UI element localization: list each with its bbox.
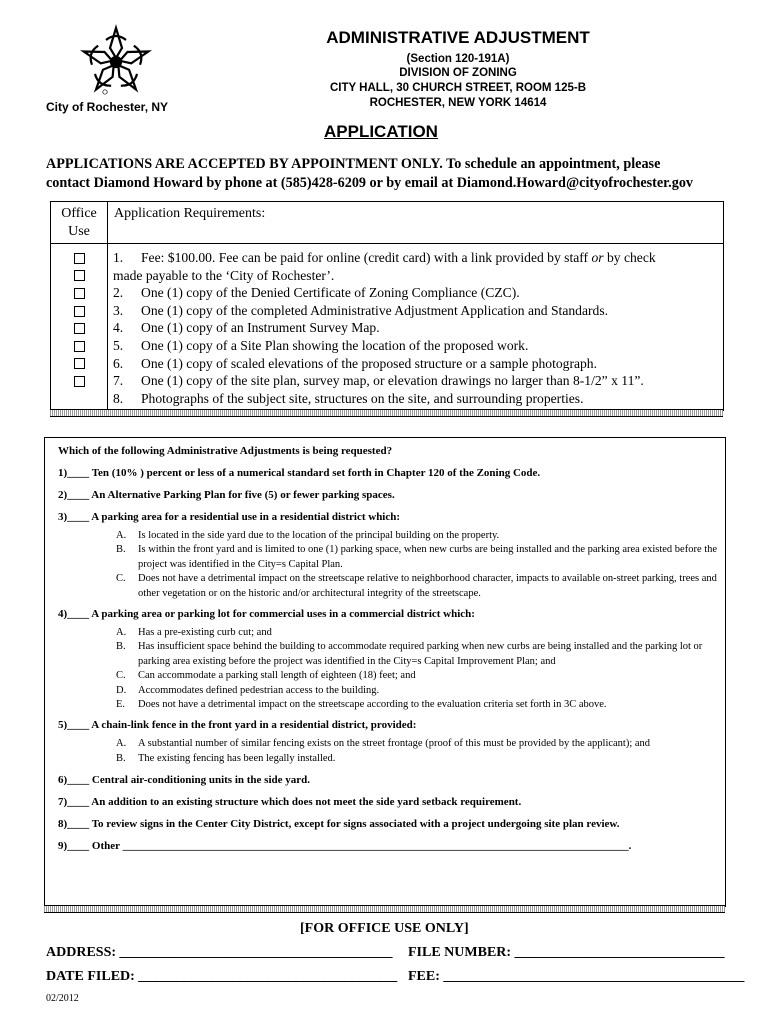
- sub-item: A. Is located in the side yard due to the location of the principal building on the property.: [116, 530, 500, 541]
- city-of-rochester-logo-icon: [72, 22, 162, 102]
- requirement-item: 3. One (1) copy of the completed Administrative Adjustment Application and Standards.: [113, 302, 609, 318]
- requirement-item: 4. One (1) copy of an Instrument Survey Map.: [113, 320, 380, 336]
- file-number-field[interactable]: FILE NUMBER: ______________________________: [408, 945, 725, 960]
- adjustment-option-3[interactable]: 3)____ A parking area for a residential use in a residential district which:: [58, 511, 401, 523]
- document-title: ADMINISTRATIVE ADJUSTMENT: [326, 28, 590, 47]
- sub-item: C. Does not have a detrimental impact on the streetscape relative to neighborhood character, impacts to available on-street parking, trees and other vegetation or on the historic and/or architectural integrity of the streetscape.: [116, 573, 717, 599]
- adjustment-option-1[interactable]: 1)____ Ten (10% ) percent or less of a numerical standard set forth in Chapter 120 of the Zoning Code.: [58, 467, 541, 479]
- table-column-divider: [107, 201, 108, 411]
- address-line-2: ROCHESTER, NEW YORK 14614: [369, 97, 547, 109]
- adjustment-option-4[interactable]: 4)____ A parking area or parking lot for commercial uses in a commercial district which:: [58, 608, 475, 621]
- adjustments-bottom-hatch-bar: [44, 905, 725, 913]
- address-line-1: CITY HALL, 30 CHURCH STREET, ROOM 125-B: [329, 82, 586, 94]
- date-filed-field[interactable]: DATE FILED: _____________________________________: [46, 969, 398, 984]
- sub-item: D. Accommodates defined pedestrian access to the building.: [116, 684, 380, 696]
- sub-item: C. Can accommodate a parking stall length of eighteen (18) feet; and: [116, 670, 416, 682]
- requirement-item: 5. One (1) copy of a Site Plan showing the location of the proposed work.: [113, 337, 529, 353]
- adjustment-option-5[interactable]: 5)____ A chain-link fence in the front yard in a residential district, provided:: [58, 719, 417, 732]
- office-use-checkbox-4[interactable]: [74, 306, 85, 317]
- adjustment-option-9-other[interactable]: 9)____ Other ____________________________________________________________________________________________.: [58, 840, 632, 853]
- office-use-checkbox-5[interactable]: [74, 323, 85, 334]
- sub-item: B. The existing fencing has been legally installed.: [116, 752, 336, 764]
- sub-item: A. A substantial number of similar fencing exists on the street frontage (proof of this must be provided by the applicant); and: [116, 738, 651, 750]
- city-name: City of Rochester, NY: [46, 100, 169, 114]
- section-reference: (Section 120-191A): [406, 53, 510, 65]
- requirements-list: [113, 249, 721, 407]
- requirement-item-continued: made payable to the ‘City of Rochester’.: [113, 267, 335, 283]
- office-use-checkbox-2[interactable]: [74, 270, 85, 281]
- application-title: APPLICATION: [324, 122, 438, 141]
- fee-field[interactable]: FEE: ___________________________________________: [408, 969, 745, 984]
- table-bottom-hatch-bar: [50, 409, 723, 417]
- office-use-checkbox-3[interactable]: [74, 288, 85, 299]
- sub-item: E. Does not have a detrimental impact on the streetscape according to the evaluation criteria set forth in 3C above.: [116, 699, 607, 711]
- office-use-heading: [FOR OFFICE USE ONLY]: [300, 921, 469, 936]
- requirements-heading: Application Requirements:: [114, 206, 266, 221]
- adjustment-option-7[interactable]: 7)____ An addition to an existing structure which does not meet the side yard setback requirement.: [58, 796, 522, 809]
- adjustment-option-6[interactable]: 6)____ Central air-conditioning units in the side yard.: [58, 774, 310, 787]
- adjustment-option-2[interactable]: 2)____ An Alternative Parking Plan for five (5) or fewer parking spaces.: [58, 489, 395, 501]
- adjustment-option-8[interactable]: 8)____ To review signs in the Center City District, except for signs associated with a project undergoing site plan review.: [58, 818, 620, 831]
- office-use-checkbox-1[interactable]: [74, 253, 85, 264]
- division-name: DIVISION OF ZONING: [399, 67, 517, 79]
- appointment-notice: [46, 155, 746, 193]
- office-use-checkbox-6[interactable]: [74, 341, 85, 352]
- requirement-item: 7. One (1) copy of the site plan, survey map, or elevation drawings no larger than 8-1/2” x 11”.: [113, 373, 644, 389]
- office-use-column-header: Office Use: [61, 206, 97, 239]
- address-field[interactable]: ADDRESS: _______________________________________: [46, 945, 393, 960]
- sub-item: A. Has a pre-existing curb cut; and: [116, 627, 272, 639]
- revision-date: 02/2012: [46, 993, 79, 1004]
- requirement-item: 2. One (1) copy of the Denied Certificate of Zoning Compliance (CZC).: [113, 285, 520, 301]
- office-use-checkbox-7[interactable]: [74, 358, 85, 369]
- adjustments-question: Which of the following Administrative Adjustments is being requested?: [58, 445, 393, 457]
- office-use-checkbox-8[interactable]: [74, 376, 85, 387]
- sub-item: B. Has insufficient space behind the building to accommodate required parking when new curbs are being installed and the parking lot or parking area existing before the project was identified in the City=s Capital Improvement Plan; and: [116, 641, 703, 667]
- requirement-item: 6. One (1) copy of scaled elevations of the proposed structure or a sample photograph.: [113, 355, 598, 371]
- appointment-notice-line-2: contact Diamond Howard by phone at (585)428-6209 or by email at Diamond.Howard@cityofrochester.gov: [46, 175, 694, 191]
- sub-item: B. Is within the front yard and is limited to one (1) parking space, when new curbs are being installed and the parking area existed before the project was identified in the City=s Capital Plan.: [116, 544, 718, 570]
- table-header-rule: [50, 243, 723, 244]
- requirement-item: 1. Fee: $100.00. Fee can be paid for online (credit card) with a link provided by staff or by check: [113, 250, 656, 265]
- adjustments-content: [58, 444, 718, 854]
- appointment-notice-line-1: APPLICATIONS ARE ACCEPTED BY APPOINTMENT ONLY. To schedule an appointment, please: [46, 156, 661, 172]
- requirement-item: 8. Photographs of the subject site, structures on the site, and surrounding properties.: [113, 390, 584, 406]
